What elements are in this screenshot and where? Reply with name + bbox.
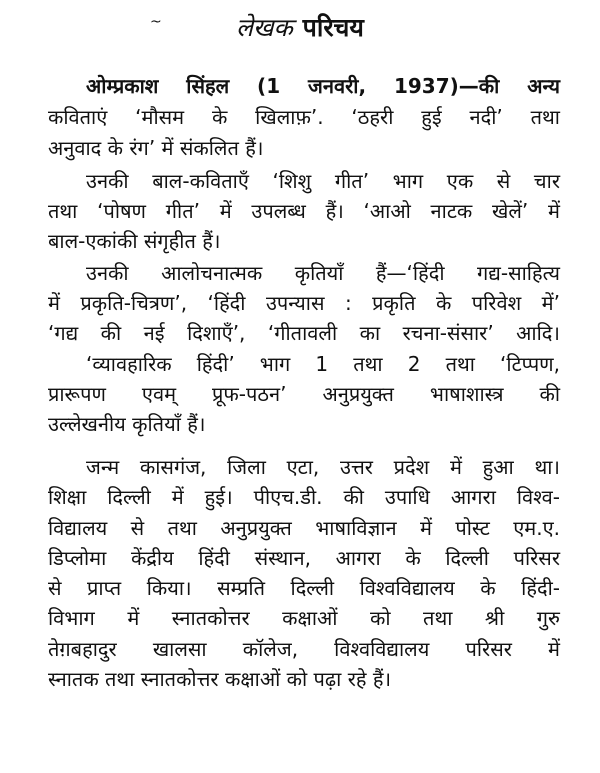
- text-line: बाल-एकांकी संगृहीत हैं।: [48, 229, 221, 253]
- text-line: तथा ‘पोषण गीत’ में उपलब्ध हैं। ‘आओ नाटक खेलें’ में: [48, 199, 560, 223]
- text-line: ओम्प्रकाश सिंहल (1 जनवरी, 1937)—की अन्य: [86, 74, 560, 98]
- text-line: कविताएं ‘मौसम के खिलाफ़’. ‘ठहरी हुई नदी’ तथा: [48, 105, 560, 129]
- text-line: स्नातक तथा स्नातकोत्तर कक्षाओं को पढ़ा रहे हैं।: [48, 667, 392, 691]
- title-part-2: परिचय: [302, 13, 364, 42]
- text-line: डिप्लोमा केंद्रीय हिंदी संस्थान, आगरा के दिल्ली परिसर: [48, 546, 560, 570]
- text-line: तेग़बहादुर खालसा कॉलेज, विश्वविद्यालय परिसर में: [48, 637, 560, 661]
- title-part-1: लेखक: [236, 13, 293, 42]
- text-line: उल्लेखनीय कृतियाँ हैं।: [48, 412, 206, 436]
- stray-mark: ~: [150, 14, 162, 30]
- text-line: शिक्षा दिल्ली में हुई। पीएच.डी. की उपाधि आगरा विश्व-: [48, 485, 560, 509]
- page-title: [0, 10, 600, 44]
- text-line: प्रारूपण एवम् प्रूफ-पठन’ अनुप्रयुक्त भाषाशास्त्र की: [48, 382, 560, 406]
- text-line: से प्राप्त किया। सम्प्रति दिल्ली विश्वविद्यालय के हिंदी-: [48, 576, 560, 600]
- text-line: अनुवाद के रंग’ में संकलित हैं।: [48, 136, 264, 160]
- text-line: उनकी आलोचनात्मक कृतियाँ हैं—‘हिंदी गद्य-साहित्य: [86, 261, 560, 285]
- text-line: जन्म कासगंज, जिला एटा, उत्तर प्रदेश में हुआ था।: [86, 455, 560, 479]
- text-line: उनकी बाल-कविताएँ ‘शिशु गीत’ भाग एक से चार: [86, 169, 560, 193]
- text-line: ‘व्यावहारिक हिंदी’ भाग 1 तथा 2 तथा ‘टिप्पण,: [86, 352, 560, 376]
- text-line: विभाग में स्नातकोत्तर कक्षाओं को तथा श्री गुरु: [48, 606, 560, 630]
- text-line: विद्यालय से तथा अनुप्रयुक्त भाषाविज्ञान में पोस्ट एम.ए.: [48, 516, 560, 540]
- text-line: में प्रकृति-चित्रण’, ‘हिंदी उपन्यास : प्रकृति के परिवेश में’: [48, 291, 560, 315]
- text-line: ‘गद्य की नई दिशाएँ’, ‘गीतावली का रचना-संसार’ आदि।: [48, 321, 560, 345]
